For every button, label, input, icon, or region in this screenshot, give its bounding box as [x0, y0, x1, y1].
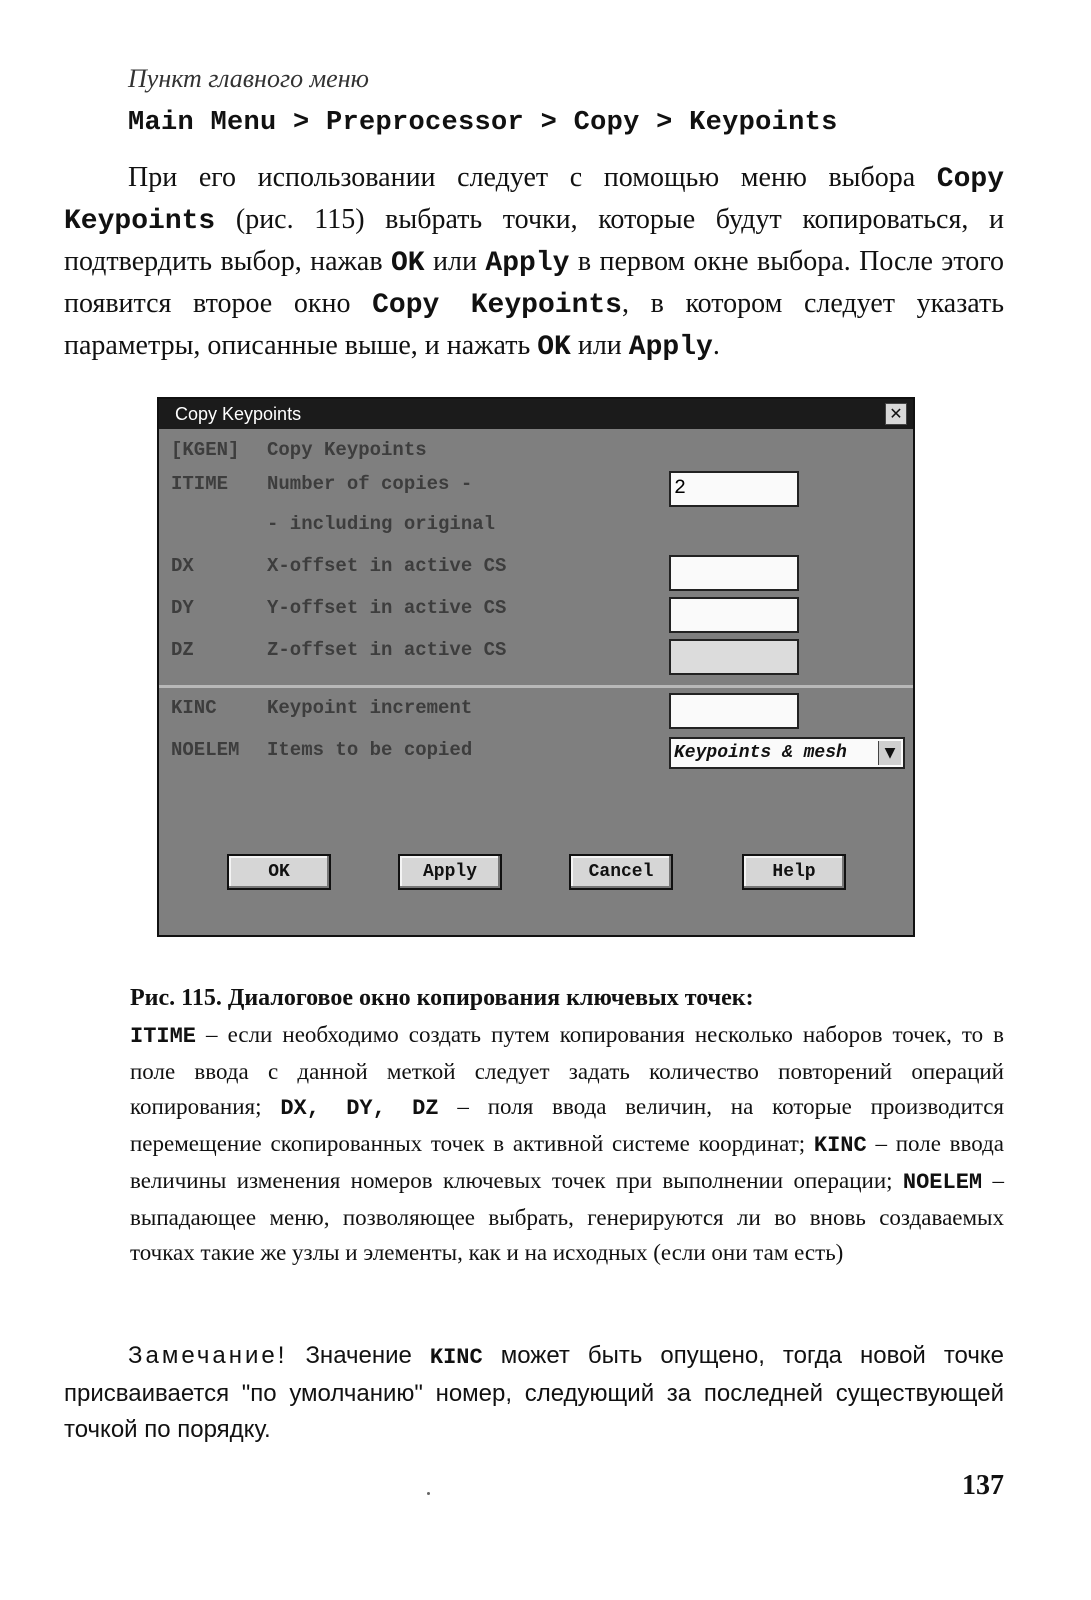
- intro-paragraph: При его использовании следует с помощью меню выбора Copy Keypoints (рис. 115) выбрать точки, которые будут копироваться, и подтвердить выбор, нажав OK или Apply в первом окне выбора. После этого появится второе окно Copy Keypoints, в котором следует указать параметры, описанные выше, и нажать OK или Apply.: [64, 162, 1005, 363]
- row-desc: Number of copies -: [267, 473, 473, 495]
- inline-code: OK: [390, 248, 425, 279]
- inline-code: Apply: [628, 332, 713, 363]
- kinc-field[interactable]: [669, 693, 799, 729]
- dropdown-arrow-icon[interactable]: ▼: [878, 741, 901, 765]
- print-speck: [427, 1492, 430, 1495]
- dialog-titlebar: [159, 399, 913, 429]
- row-code: DY: [171, 597, 194, 619]
- ok-button[interactable]: OK: [227, 854, 331, 890]
- row-desc: X-offset in active CS: [267, 555, 507, 577]
- apply-button[interactable]: Apply: [398, 854, 502, 890]
- help-button[interactable]: Help: [742, 854, 846, 890]
- menu-path: Main Menu > Preprocessor > Copy > Keypoints: [128, 108, 838, 138]
- row-code: KINC: [171, 697, 217, 719]
- row-desc: - including original: [267, 513, 496, 535]
- page-number: 137: [962, 1470, 1004, 1501]
- row-code: DX: [171, 555, 194, 577]
- row-code: ITIME: [171, 473, 229, 495]
- cancel-button[interactable]: Cancel: [569, 854, 673, 890]
- noelem-select-value: Keypoints & mesh: [674, 743, 847, 763]
- note-label: Замечание!: [128, 1342, 288, 1369]
- inline-code: KINC: [429, 1345, 483, 1370]
- inline-code: Apply: [485, 248, 570, 279]
- row-desc: Z-offset in active CS: [267, 639, 507, 661]
- inline-code: OK: [537, 332, 571, 363]
- inline-code: Copy Keypoints: [64, 164, 1004, 237]
- row-desc: Keypoint increment: [267, 697, 473, 719]
- close-icon[interactable]: ✕: [885, 403, 907, 425]
- note-paragraph: Замечание! Значение KINC может быть опущено, тогда новой точке присваивается "по умолчанию" номер, следующий за последней существующей точкой по порядку.: [64, 1342, 1004, 1443]
- inline-code: NOELEM: [902, 1170, 983, 1195]
- row-code: DZ: [171, 639, 194, 661]
- figure-caption-body: ITIME – если необходимо создать путем копирования несколько наборов точек, то в поле ввода с данной меткой следует задать количество повторений операций копирования; DX, DY, DZ – поля ввода величин, на которые производится перемещение скопированных точек в активной системе координат; KINC – поле ввода величины изменения номеров ключевых точек при выполнении операции; NOELEM – выпадающее меню, позволяющее выбрать, генерируются ли во вновь создаваемых точках такие же узлы и элементы, как и на исходных (если они там есть): [130, 1022, 1004, 1265]
- copy-keypoints-dialog: [157, 397, 915, 937]
- inline-code: KINC: [813, 1133, 867, 1158]
- row-code: [KGEN]: [171, 439, 240, 461]
- inline-code: ITIME: [130, 1024, 197, 1049]
- row-desc: Copy Keypoints: [267, 439, 427, 461]
- inline-code: Copy Keypoints: [372, 290, 622, 321]
- menu-label: Пункт главного меню: [128, 64, 369, 93]
- figure-caption-title: Рис. 115. Диалоговое окно копирования ключевых точек:: [130, 985, 754, 1011]
- inline-code: DX, DY, DZ: [280, 1096, 439, 1121]
- row-code: NOELEM: [171, 739, 240, 761]
- dy-field[interactable]: [669, 597, 799, 633]
- dz-field[interactable]: [669, 639, 799, 675]
- noelem-select[interactable]: [669, 737, 905, 769]
- dx-field[interactable]: [669, 555, 799, 591]
- dialog-title: Copy Keypoints: [175, 404, 302, 424]
- itime-field[interactable]: 2: [669, 471, 799, 507]
- dialog-divider: [159, 685, 913, 688]
- row-desc: Y-offset in active CS: [267, 597, 507, 619]
- row-desc: Items to be copied: [267, 739, 473, 761]
